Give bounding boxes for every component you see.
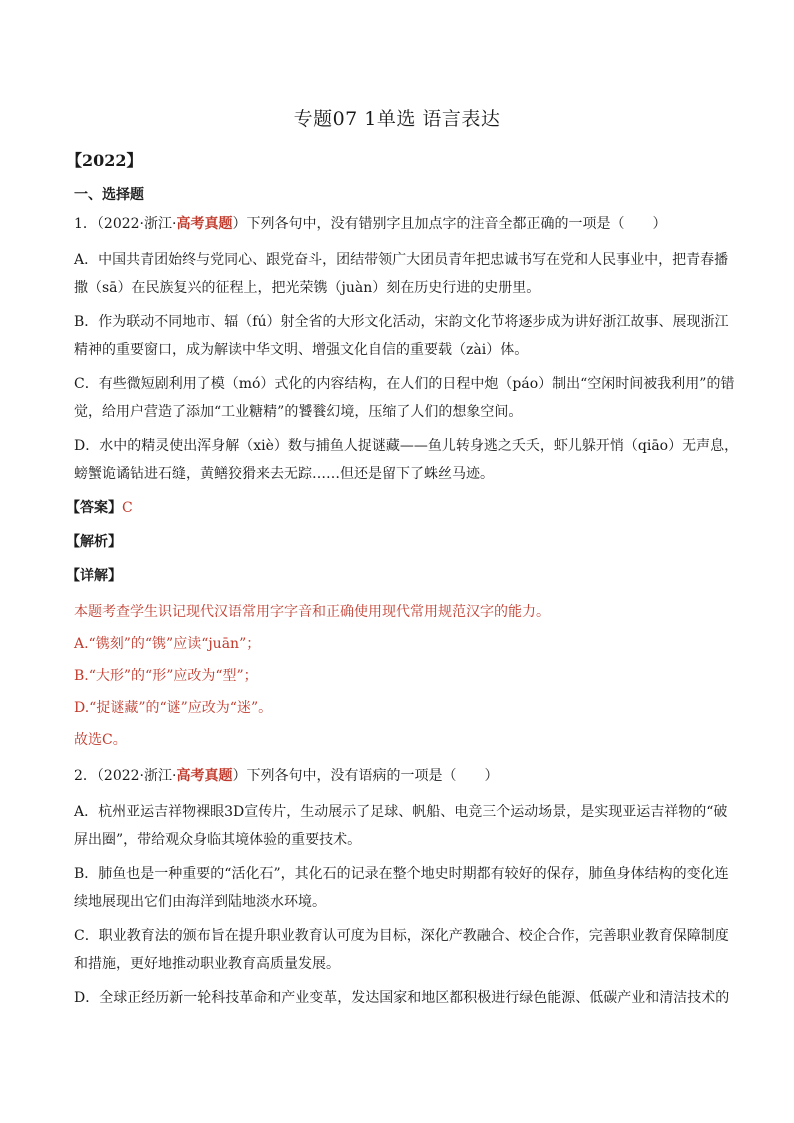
- analysis-label: 【解析】: [66, 534, 122, 550]
- question-2-option-b: B．肺鱼也是一种重要的“活化石”，其化石的记录在整个地史时期都有较好的保存，肺鱼身体结构的变化连 续地展现出它们由海洋到陆地淡水环境。: [74, 866, 729, 910]
- question-2-option-d: D．全球正经历新一轮科技革命和产业变革，发达国家和地区都积极进行绿色能源、低碳产业和清洁技术的: [74, 990, 730, 1006]
- question-2-option-a: A．杭州亚运吉祥物裸眼3D宣传片，生动展示了足球、帆船、电竞三个运动场景，是实现亚运吉祥物的“破 屏出圈”，带给观众身临其境体验的重要技术。: [74, 804, 728, 848]
- section-heading: 一、选择题: [74, 187, 144, 203]
- year-label: 【2022】: [66, 151, 143, 170]
- question-1-option-b: B．作为联动不同地市、辐（fú）射全省的大形文化活动，宋韵文化节将逐步成为讲好浙江故事、展现浙江 精神的重要窗口，成为解读中华文明、增强文化自信的重要载（zài）体。: [74, 314, 729, 358]
- question-1-option-c: C．有些微短剧利用了模（mó）式化的内容结构，在人们的日程中炮（páo）制出“空闲时间被我利用”的错 觉，给用户营造了添加“工业糖精”的饕餮幻境，压缩了人们的想象空间。: [74, 376, 735, 420]
- question-1-option-d: D．水中的精灵使出浑身解（xiè）数与捕鱼人捉谜藏——鱼儿转身逃之夭夭，虾儿躲开悄（qiāo）无声息， 螃蟹诡谲钻进石缝，黄鳝狡猾来去无踪……但还是留下了蛛丝马迹。: [74, 438, 739, 482]
- detail-block: 本题考查学生识记现代汉语常用字字音和正确使用现代常用规范汉字的能力。 A.“镌刻”的“镌”应读“juān”； B.“大形”的“形”应改为“型”； D.“捉谜藏”的“谜”应改为“迷”。 故选C。: [74, 604, 550, 748]
- source-tag: 高考真题: [176, 216, 233, 232]
- answer-value: C: [122, 500, 133, 516]
- source-tag: 高考真题: [176, 768, 233, 784]
- content: [66, 210, 739, 1018]
- answer-row: 【答案】C: [66, 500, 133, 516]
- question-1-option-a: A．中国共青团始终与党同心、跟党奋斗，团结带领广大团员青年把忠诚书写在党和人民事业中，把青春播 撒（sā）在民族复兴的征程上，把光荣镌（juàn）刻在历史行进的史册里。: [74, 252, 729, 296]
- question-2-option-c: C．职业教育法的颁布旨在提升职业教育认可度为目标，深化产教融合、校企合作，完善职业教育保障制度 和措施，更好地推动职业教育高质量发展。: [74, 928, 729, 972]
- question-2-stem: 2．（2022·浙江·高考真题）下列各句中，没有语病的一项是（ ）: [74, 768, 499, 784]
- detail-label: 【详解】: [66, 568, 122, 584]
- question-1-stem: 1．（2022·浙江·高考真题）下列各句中，没有错别字且加点字的注音全都正确的一项是（ ）: [74, 216, 667, 232]
- page-title: 专题07 1单选 语言表达: [293, 108, 501, 130]
